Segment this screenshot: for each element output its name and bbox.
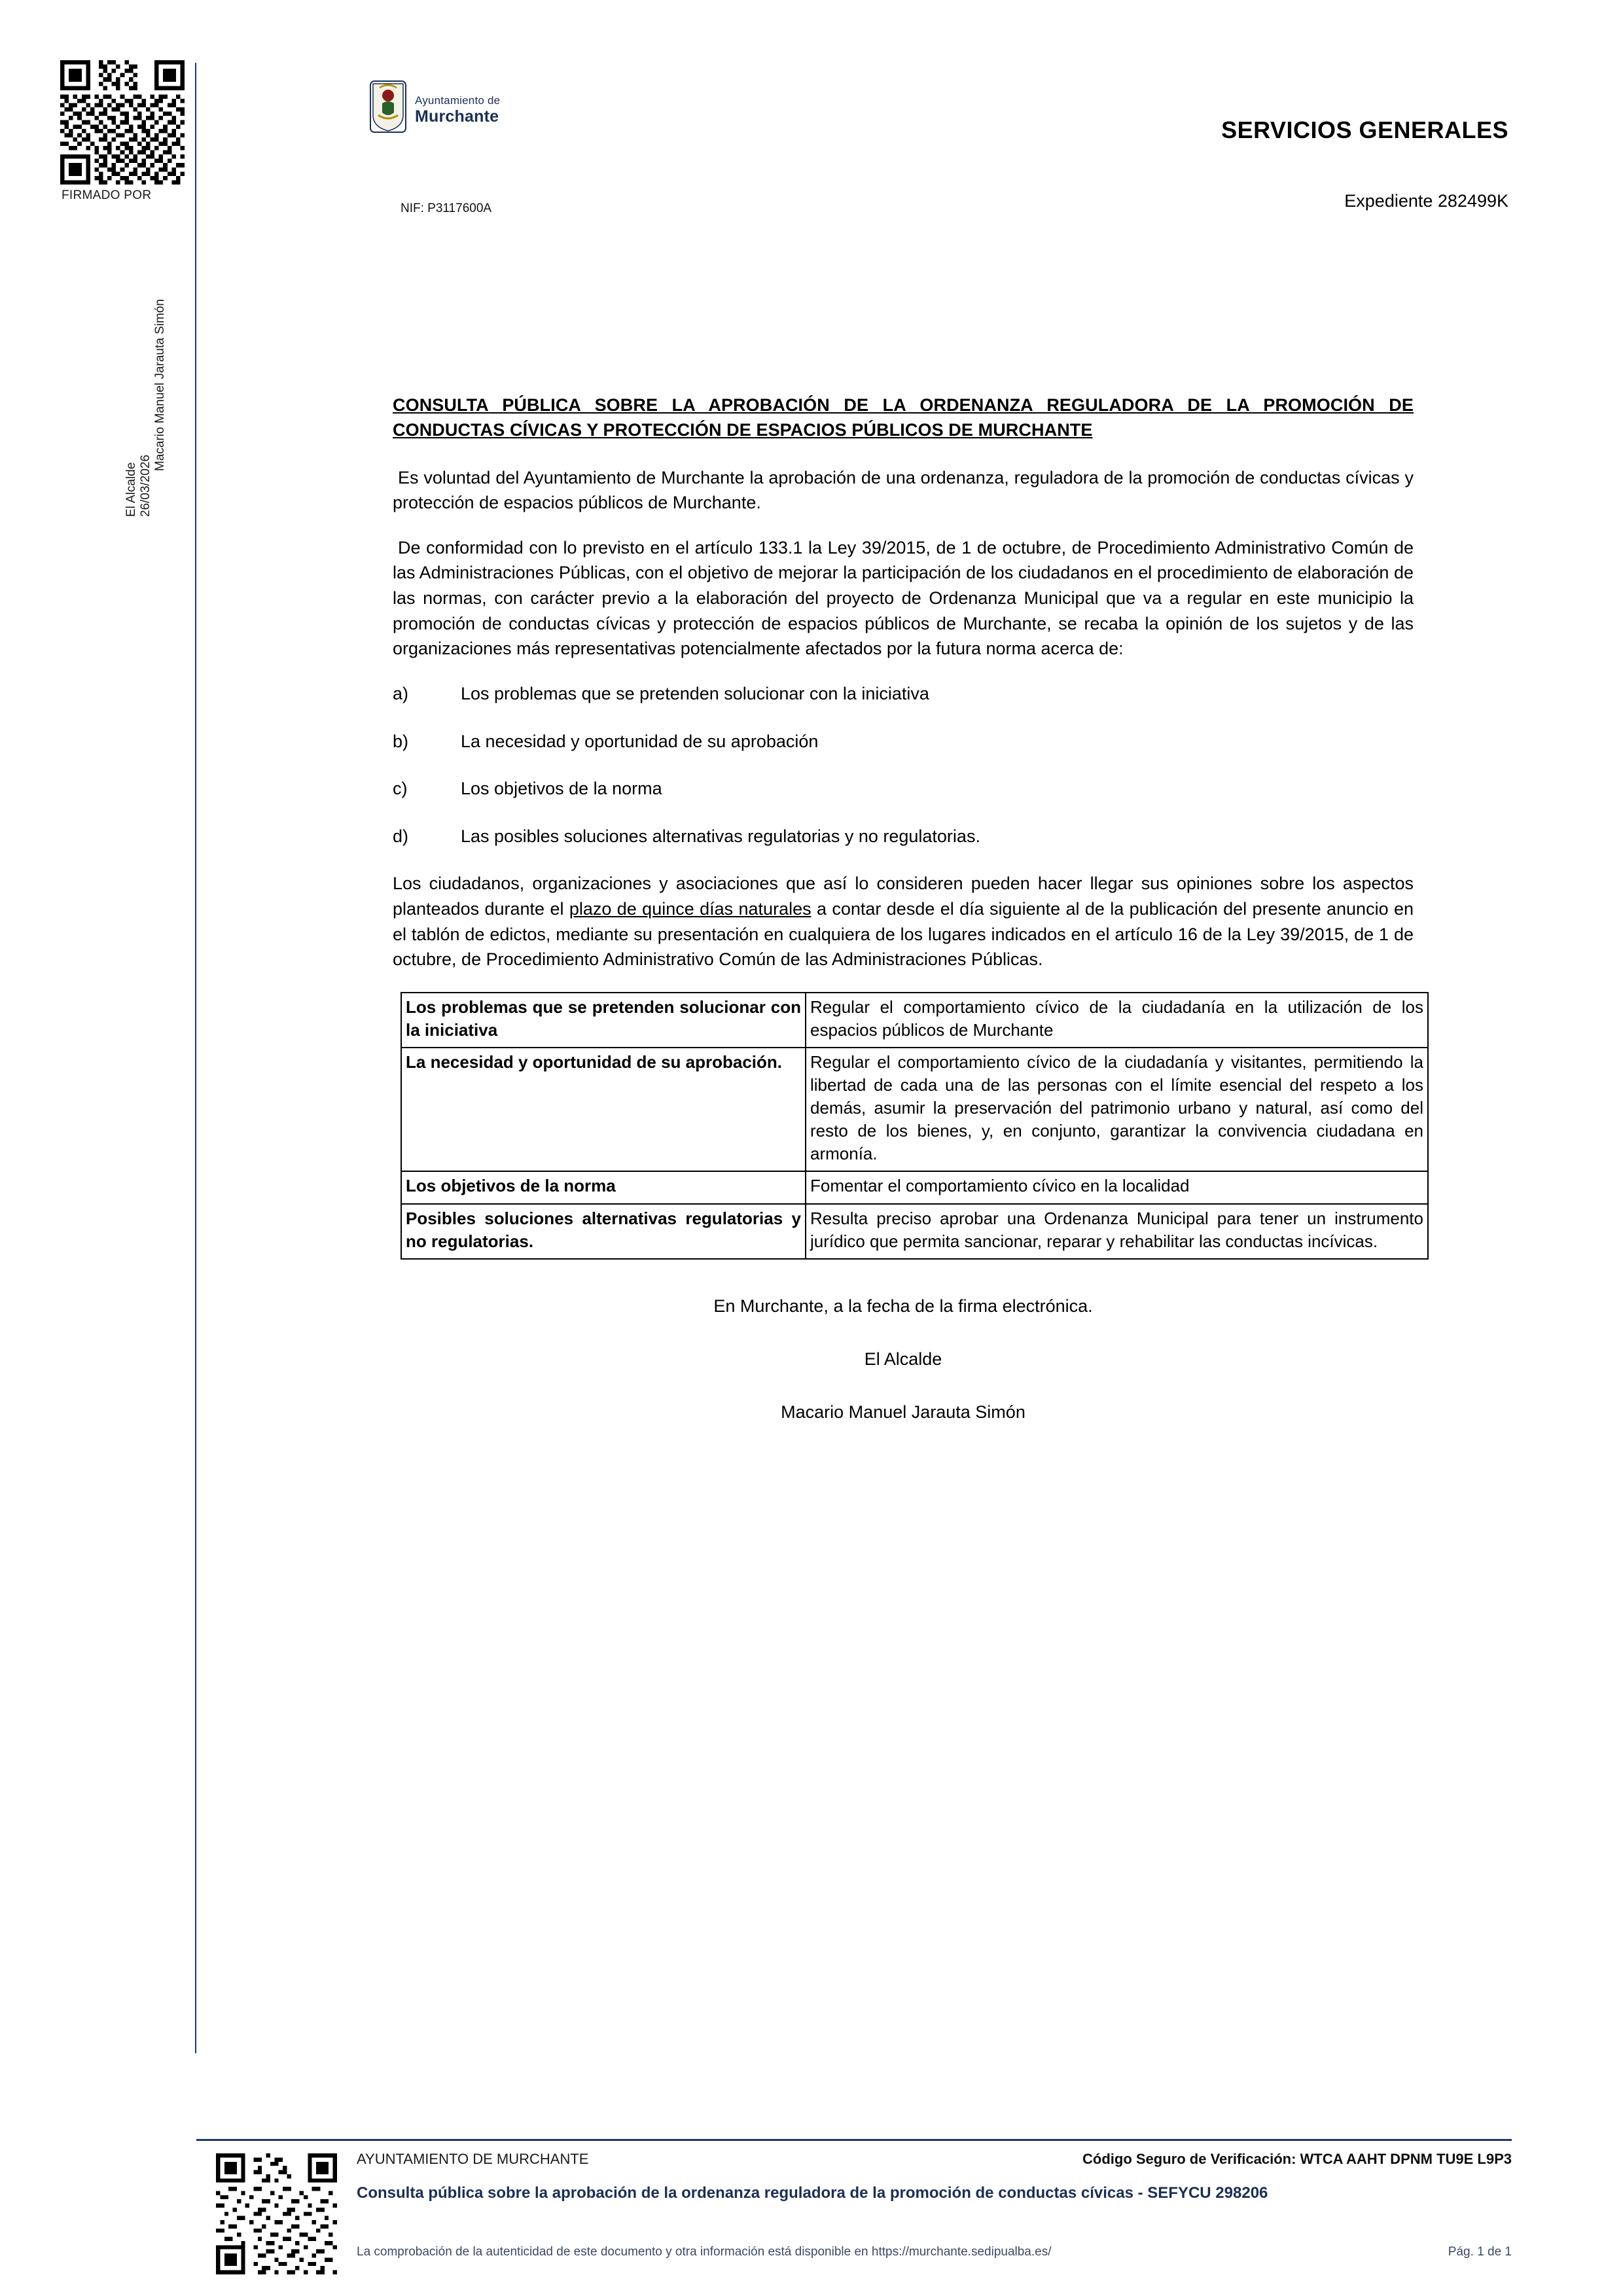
table-cell-value: Resulta preciso aprobar una Ordenanza Municipal para tener un instrumento jurídico que permita sancionar, reparar y rehabilitar las conductas incívicas. (806, 1204, 1428, 1259)
list-item (393, 824, 1414, 849)
table-row (401, 993, 1428, 1048)
table-cell-key: La necesidad y oportunidad de su aprobación. (401, 1048, 806, 1171)
signature-date: 26/03/2026 (139, 454, 152, 517)
table-cell-key: Los objetivos de la norma (401, 1171, 806, 1203)
table-cell-value: Fomentar el comportamiento cívico en la localidad (806, 1171, 1428, 1203)
list-marker: a) (393, 683, 409, 703)
paragraph-3-part-2: a contar desde el día siguiente al de la publicación del presente anuncio en el tablón de edictos, mediante su presentación en cualquiera de los lugares indicados en el artículo 16 de la Ley 39/2015, de 1 de octubre, de Procedimiento Administrativo Común de las Administraciones Públicas. (393, 898, 1414, 970)
service-title: SERVICIOS GENERALES (1221, 116, 1508, 143)
logo-line-1: Ayuntamiento de (415, 94, 501, 107)
table-cell-key: Los problemas que se pretenden solucionar con la iniciativa (401, 993, 806, 1048)
document-body (393, 393, 1423, 1455)
closing-role: El Alcalde (864, 1349, 942, 1369)
table-row (401, 1204, 1428, 1259)
signature-vertical-text-group (0, 216, 196, 556)
paragraph-3 (393, 871, 1414, 972)
signature-role: El Alcalde (124, 462, 138, 517)
signature-qr-icon (60, 60, 185, 185)
list-item-text: Los problemas que se pretenden solucionar con la iniciativa (461, 683, 929, 703)
paragraph-3-highlight: plazo de quince días naturales (569, 898, 812, 919)
paragraph-1: Es voluntad del Ayuntamiento de Murchante la aprobación de una ordenanza, reguladora de la promoción de conductas cívicas y protección de espacios públicos de Murchante. (393, 467, 1414, 513)
footer-verification-note: La comprobación de la autenticidad de este documento y otra información está disponible en https://murchante.sedipualba.es/ (357, 2245, 1052, 2259)
list-marker: c) (393, 779, 408, 799)
footer-document-title: Consulta pública sobre la aprobación de la ordenanza reguladora de la promoción de conductas cívicas - SEFYCU 298206 (357, 2184, 1268, 2202)
logo-line-2: Murchante (415, 107, 499, 126)
signature-margin (0, 0, 196, 2048)
nif-label: NIF: P3117600A (401, 202, 492, 215)
closing-block (393, 1296, 1414, 1422)
expediente-number: Expediente 282499K (1344, 191, 1508, 211)
footer-page-number: Pág. 1 de 1 (1448, 2245, 1512, 2259)
page-title: CONSULTA PÚBLICA SOBRE LA APROBACIÓN DE LA ORDENANZA REGULADORA DE LA PROMOCIÓN DE CONDUCTAS CÍVICAS Y PROTECCIÓN DE ESPACIOS PÚBLICOS DE MURCHANTE (393, 395, 1414, 440)
table-row (401, 1048, 1428, 1171)
closing-name: Macario Manuel Jarauta Simón (781, 1402, 1026, 1422)
list-marker: b) (393, 731, 409, 751)
list-item (393, 729, 1414, 754)
document-footer (0, 2139, 1623, 2296)
list-item-text: La necesidad y oportunidad de su aprobación (461, 731, 819, 751)
footer-csv-code: Código Seguro de Verificación: WTCA AAHT DPNM TU9E L9P3 (1082, 2151, 1512, 2167)
footer-qr-icon (216, 2153, 337, 2274)
consultation-table (401, 992, 1429, 1260)
paragraph-3-part-1: Los ciudadanos, organizaciones y asociaciones que así lo consideren pueden hacer llegar sus opiniones sobre los aspectos planteados durante el (393, 874, 1414, 919)
municipal-logo (366, 79, 530, 170)
table-row (401, 1171, 1428, 1203)
paragraph-2: De conformidad con lo previsto en el artículo 133.1 la Ley 39/2015, de 1 de octubre, de Procedimiento Administrativo Común de las Administraciones Públicas, con el objetivo de mejorar la participación de los ciudadanos en el procedimiento de elaboración de las normas, con carácter previo a la elaboración del proyecto de Ordenanza Municipal que va a regular en este municipio la promoción de conductas cívicas y protección de espacios públicos de Murchante, se recaba la opinión de los sujetos y de las organizaciones más representativas potencialmente afectados por la futura norma acerca de: (393, 537, 1414, 659)
footer-divider (196, 2139, 1512, 2141)
coat-of-arms-icon (366, 79, 410, 135)
list-item-text: Las posibles soluciones alternativas regulatorias y no regulatorias. (461, 826, 980, 846)
signature-signer-name: Macario Manuel Jarauta Simón (153, 299, 167, 471)
firmado-por-label: FIRMADO POR (62, 188, 152, 202)
table-cell-value: Regular el comportamiento cívico de la ciudadanía y visitantes, permitiendo la libertad de cada una de las personas con el límite esencial del respeto a los demás, asumir la preservación del patrimonio urbano y natural, así como del resto de los bienes, y, en conjunto, garantizar la convivencia ciudadana en armonía. (806, 1048, 1428, 1171)
closing-place: En Murchante, a la fecha de la firma electrónica. (713, 1296, 1093, 1316)
list-marker: d) (393, 826, 409, 846)
table-cell-value: Regular el comportamiento cívico de la ciudadanía en la utilización de los espacios públicos de Murchante (806, 993, 1428, 1048)
list-item-text: Los objetivos de la norma (461, 779, 662, 799)
footer-entity: AYUNTAMIENTO DE MURCHANTE (357, 2151, 589, 2167)
list-item (393, 681, 1414, 707)
table-cell-key: Posibles soluciones alternativas regulatorias y no regulatorias. (401, 1204, 806, 1259)
list-item (393, 776, 1414, 802)
